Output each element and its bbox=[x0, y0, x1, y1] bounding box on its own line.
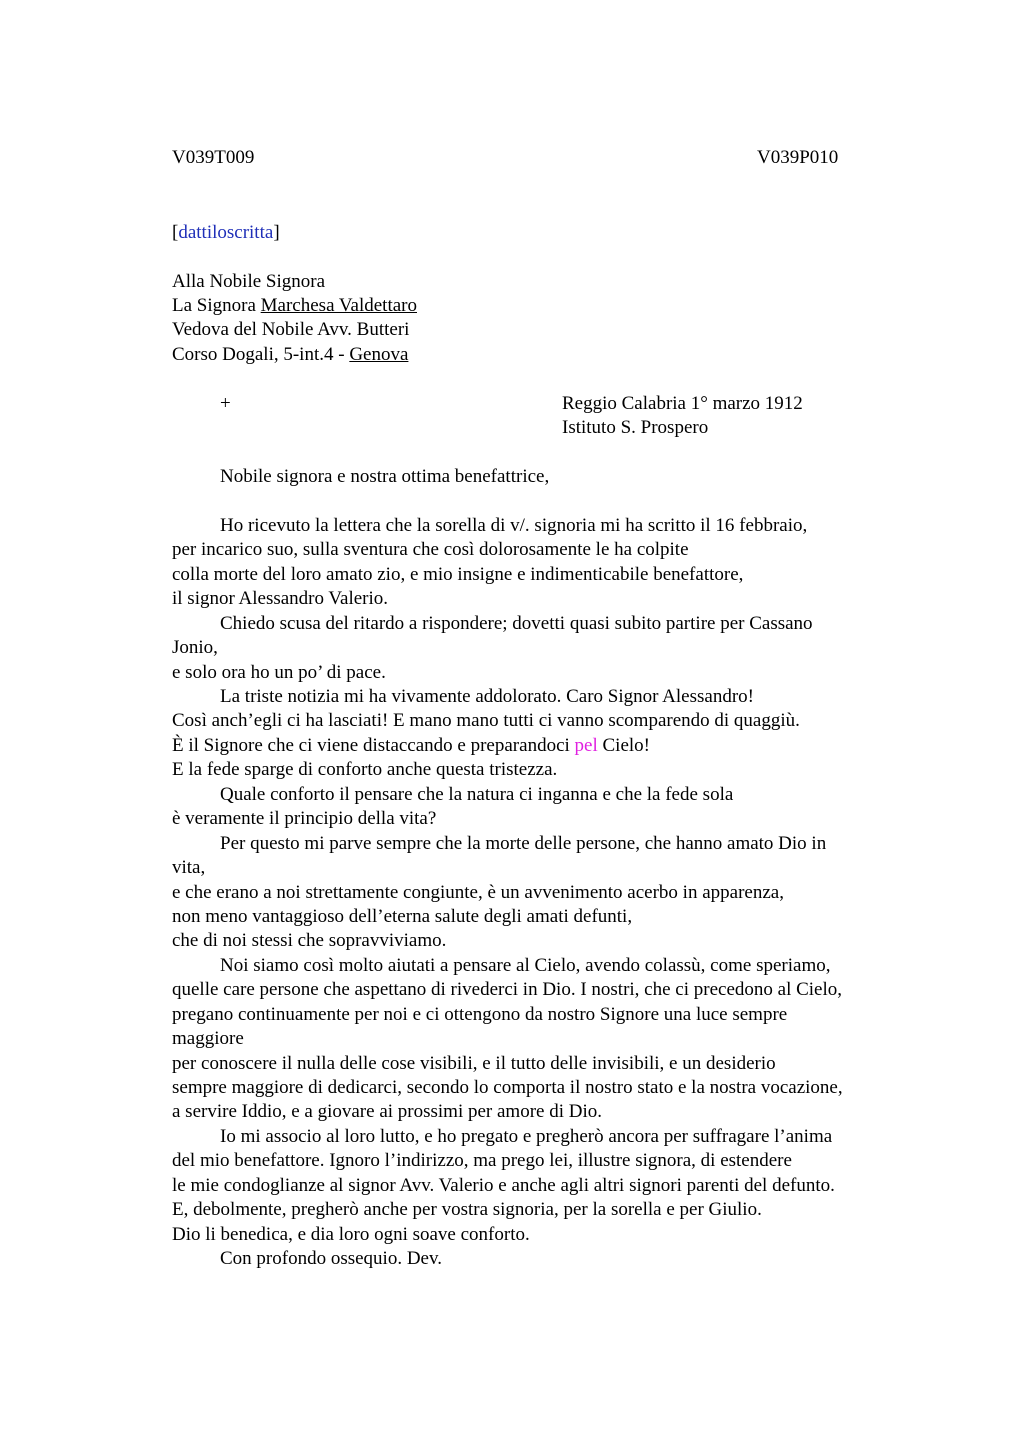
body-line: Quale conforto il pensare che la natura ci inganna e che la fede sola bbox=[220, 784, 734, 805]
body-line: Per questo mi parve sempre che la morte delle persone, che hanno amato Dio in bbox=[220, 833, 827, 854]
address-line-4 bbox=[172, 343, 408, 367]
address-city: Genova bbox=[349, 344, 409, 365]
address-line-2 bbox=[172, 294, 417, 318]
body-line: per conoscere il nulla delle cose visibili, e il tutto delle invisibili, e un desiderio bbox=[172, 1053, 776, 1074]
body-line: pregano continuamente per noi e ci ottengono da nostro Signore una luce sempre bbox=[172, 1004, 788, 1025]
body-line bbox=[172, 734, 650, 758]
closing-line: Con profondo ossequio. Dev. bbox=[220, 1248, 442, 1269]
body-line: a servire Iddio, e a giovare ai prossimi per amore di Dio. bbox=[172, 1101, 602, 1122]
body-line: e che erano a noi strettamente congiunte, è un avvenimento acerbo in apparenza, bbox=[172, 882, 784, 903]
body-line: per incarico suo, sulla sventura che così dolorosamente le ha colpite bbox=[172, 539, 689, 560]
body-line: E la fede sparge di conforto anche questa tristezza. bbox=[172, 759, 558, 780]
body-line: Dio li benedica, e dia loro ogni soave conforto. bbox=[172, 1224, 530, 1245]
body-line: le mie condoglianze al signor Avv. Valerio e anche agli altri signori parenti del defunto. bbox=[172, 1175, 835, 1196]
body-line: del mio benefattore. Ignoro l’indirizzo, ma prego lei, illustre signora, di estendere bbox=[172, 1150, 792, 1171]
body-line: sempre maggiore di dedicarci, secondo lo comporta il nostro stato e la nostra vocazione, bbox=[172, 1077, 843, 1098]
document-code-left: V039T009 bbox=[172, 147, 255, 168]
recipient-name: Marchesa Valdettaro bbox=[260, 295, 417, 316]
document-code-right: V039P010 bbox=[757, 147, 839, 168]
note-label: dattiloscritta bbox=[178, 222, 274, 243]
body-line: il signor Alessandro Valerio. bbox=[172, 588, 389, 609]
body-line-part: È il Signore che ci viene distaccando e preparandoci bbox=[172, 735, 575, 756]
note-close-bracket: ] bbox=[273, 222, 280, 243]
typescript-note bbox=[172, 221, 280, 245]
body-line: non meno vantaggioso dell’eterna salute degli amati defunti, bbox=[172, 906, 633, 927]
body-line: quelle care persone che aspettano di rivederci in Dio. I nostri, che ci precedono al Cielo, bbox=[172, 979, 843, 1000]
address-line-3: Vedova del Nobile Avv. Butteri bbox=[172, 319, 410, 340]
body-line: Ho ricevuto la lettera che la sorella di v/. signoria mi ha scritto il 16 febbraio, bbox=[220, 515, 808, 536]
body-line: colla morte del loro amato zio, e mio insigne e indimenticabile benefattore, bbox=[172, 564, 744, 585]
body-line-part: Cielo! bbox=[597, 735, 650, 756]
body-line: è veramente il principio della vita? bbox=[172, 808, 437, 829]
body-line: Io mi associo al loro lutto, e ho pregato e pregherò ancora per suffragare l’anima bbox=[220, 1126, 833, 1147]
body-line: Jonio, bbox=[172, 637, 218, 658]
salutation: Nobile signora e nostra ottima benefattrice, bbox=[220, 466, 550, 487]
institute-name: Istituto S. Prospero bbox=[562, 417, 709, 438]
address-line-4-prefix: Corso Dogali, 5-int.4 - bbox=[172, 344, 350, 365]
body-line: Chiedo scusa del ritardo a rispondere; dovetti quasi subito partire per Cassano bbox=[220, 613, 813, 634]
body-line: Così anch’egli ci ha lasciati! E mano mano tutti ci vanno scomparendo di quaggiù. bbox=[172, 710, 800, 731]
address-line-2-prefix: La Signora bbox=[172, 295, 261, 316]
highlighted-word: pel bbox=[574, 735, 598, 756]
body-line: e solo ora ho un po’ di pace. bbox=[172, 662, 386, 683]
body-line: vita, bbox=[172, 857, 206, 878]
address-line-1: Alla Nobile Signora bbox=[172, 271, 326, 292]
note-open-bracket: [ bbox=[172, 222, 179, 243]
body-line: maggiore bbox=[172, 1028, 244, 1049]
cross-symbol: + bbox=[220, 393, 231, 414]
body-line: Noi siamo così molto aiutati a pensare al Cielo, avendo colassù, come speriamo, bbox=[220, 955, 831, 976]
body-line: E, debolmente, pregherò anche per vostra signoria, per la sorella e per Giulio. bbox=[172, 1199, 762, 1220]
body-line: La triste notizia mi ha vivamente addolorato. Caro Signor Alessandro! bbox=[220, 686, 754, 707]
place-date: Reggio Calabria 1° marzo 1912 bbox=[562, 393, 803, 414]
body-line: che di noi stessi che sopravviviamo. bbox=[172, 930, 447, 951]
